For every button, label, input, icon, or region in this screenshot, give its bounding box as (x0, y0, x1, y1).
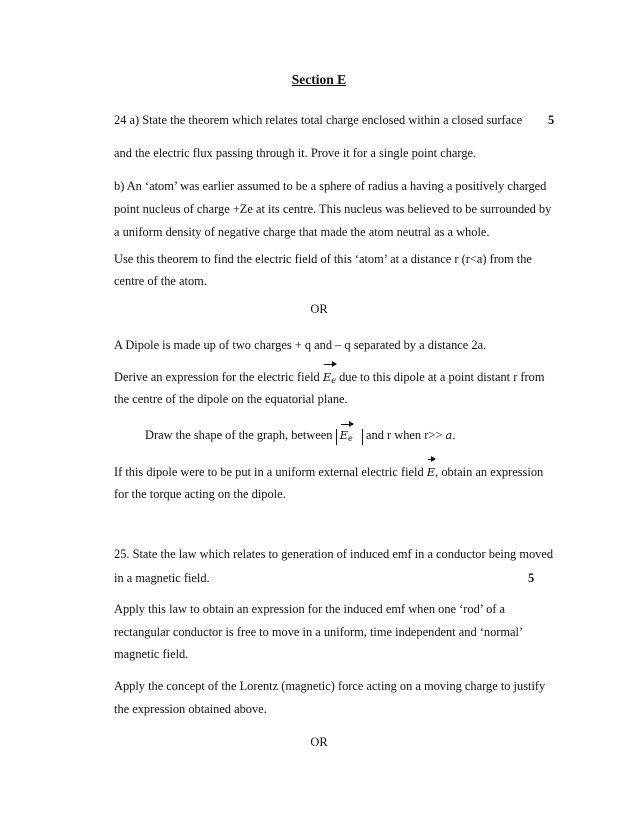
q24-use-line-2: centre of the atom. (114, 274, 207, 288)
torque-line: for the torque acting on the dipole. (114, 487, 286, 501)
q25-marks: 5 (528, 571, 535, 585)
q25-apply-line-3: magnetic field. (114, 647, 189, 661)
q24b-line-2: point nucleus of charge +Ze at its centre. This nucleus was believed to be surrounded by (114, 202, 552, 216)
derive-line-2: the centre of the dipole on the equatorial plane. (114, 392, 348, 406)
q24b-line-1: b) An ‘atom’ was earlier assumed to be a sphere of radius a having a positively charged (114, 179, 547, 193)
q24-use-line-1: Use this theorem to find the electric field of this ‘atom’ at a distance r (r<a) from the (114, 252, 532, 266)
or-divider-1: OR (310, 302, 328, 316)
dipole-line-1: A Dipole is made up of two charges + q and – q separated by a distance 2a. (114, 338, 487, 352)
q25-apply-line-2: rectangular conductor is free to move in a uniform, time independent and ‘normal’ (114, 625, 524, 639)
q25-line-2: in a magnetic field. (114, 571, 210, 585)
abs-vector-subscript: e (348, 434, 353, 443)
section-heading: Section E (291, 72, 347, 87)
draw-text-mid: and r when r (362, 428, 429, 442)
derive-text-post: due to this dipole at a point distant r from (335, 370, 545, 384)
derive-line-1 (114, 369, 545, 389)
draw-a: a. (445, 428, 456, 442)
dipole-field-text-pre: If this dipole were to be put in a uniform external electric field (114, 465, 427, 479)
q24b-line-3: a uniform density of negative charge that made the atom neutral as a whole. (114, 225, 490, 239)
magnitude-bars (336, 429, 363, 445)
q24-line-1: 24 a) State the theorem which relates total charge enclosed within a closed surface (114, 113, 523, 127)
draw-text-pre: Draw the shape of the graph, between (145, 428, 336, 442)
q25-line-1: 25. State the law which relates to generation of induced emf in a conductor being moved (114, 547, 554, 561)
draw-line (145, 427, 456, 445)
field-vector-e (323, 369, 336, 389)
abs-vector-letter: E (339, 428, 349, 442)
abs-field-vector (340, 429, 353, 445)
vector-e-subscript: e (331, 376, 336, 385)
q25-lorentz-line-2: the expression obtained above. (114, 702, 267, 716)
external-vector-letter: E (426, 465, 436, 479)
dipole-field-text-post: , obtain an expression (435, 465, 544, 479)
dipole-field-line (114, 464, 543, 480)
q24-line-2: and the electric flux passing through it. Prove it for a single point charge. (114, 146, 477, 160)
external-field-vector (427, 464, 435, 480)
q25-lorentz-line-1: Apply the concept of the Lorentz (magnetic) force acting on a moving charge to justify (114, 679, 546, 693)
vector-e-letter: E (322, 370, 332, 384)
or-divider-2: OR (310, 735, 328, 749)
derive-text-pre: Derive an expression for the electric field (114, 370, 323, 384)
draw-gt: >> (428, 428, 446, 442)
q24-marks: 5 (548, 113, 555, 127)
q25-apply-line-1: Apply this law to obtain an expression for the induced emf when one ‘rod’ of a (114, 602, 505, 616)
